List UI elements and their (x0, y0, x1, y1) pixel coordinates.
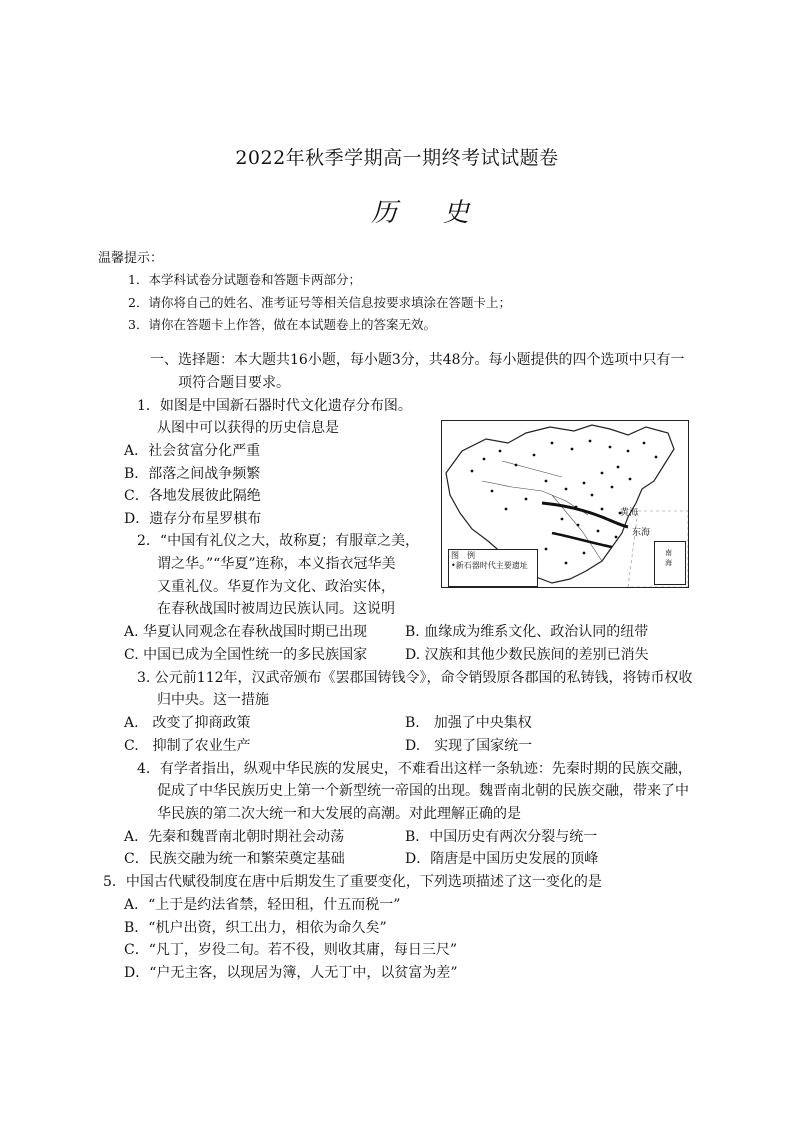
legend-item: •新石器时代主要遗址 (451, 561, 528, 570)
q3-option-d: D. 实现了国家统一 (405, 738, 533, 754)
q1-option-d: D．遗存分布星罗棋布 (124, 511, 262, 527)
q5-option-c: C．“凡丁，岁役二旬。若不役，则收其庸，每日三尺” (124, 942, 458, 958)
map-label-yellow-sea: 黄海 (620, 508, 639, 518)
map-label-east-sea: 东海 (632, 528, 651, 538)
q2-option-c: C. 中国已成为全国性统一的多民族国家 (124, 647, 368, 663)
q1-option-b: B．部落之间战争频繁 (124, 466, 261, 482)
q4-option-d: D．隋唐是中国历史发展的顶峰 (405, 851, 599, 867)
q3-stem-cont: 归中央。这一措施 (157, 692, 269, 708)
tips-heading: 温馨提示： (98, 251, 164, 266)
q5-stem: 5．中国古代赋役制度在唐中后期发生了重要变化，下列选项描述了这一变化的是 (103, 874, 602, 890)
legend-title: 图 例 (451, 551, 475, 560)
q5-option-a: A．“上于是约法省禁，轻田租，什五而税一” (124, 897, 401, 913)
q4-stem-cont: 促成了中华民族历史上第一个新型统一帝国的出现。魏晋南北朝的民族交融，带来了中 (157, 783, 689, 799)
q2-stem-cont: 在春秋战国时被周边民族认同。这说明 (157, 601, 395, 617)
q3-option-b: B. 加强了中央集权 (405, 715, 532, 731)
q4-option-b: B．中国历史有两次分裂与统一 (405, 829, 598, 845)
q2-option-b: B. 血缘成为维系文化、政治认同的纽带 (405, 624, 649, 640)
q3-option-a: A. 改变了抑商政策 (124, 715, 251, 731)
q2-option-a: A. 华夏认同观念在春秋战国时期已出现 (124, 624, 368, 640)
map-inset (654, 541, 686, 585)
q4-stem-cont: 华民族的第二次大统一和大发展的高潮。对此理解正确的是 (157, 806, 521, 822)
q4-stem: 4．有学者指出，纵观中华民族的发展史，不难看出这样一条轨迹：先秦时期的民族交融， (137, 761, 692, 777)
q5-option-d: D．“户无主客，以现居为簿，人无丁中，以贫富为差” (124, 965, 458, 981)
q3-option-c: C. 抑制了农业生产 (124, 738, 251, 754)
tip-item: 1．本学科试卷分试题卷和答题卡两部分； (128, 272, 361, 287)
q3-stem: 3. 公元前112年，汉武帝颁布《罢郡国铸钱令》，命令销毁原各郡国的私铸钱，将铸币权收 (137, 670, 693, 686)
q4-option-a: A．先秦和魏晋南北朝时期社会动荡 (124, 829, 345, 845)
q1-stem-cont: 从图中可以获得的历史信息是 (157, 420, 339, 436)
inset-label: 南海 (665, 549, 672, 567)
neolithic-map (441, 420, 689, 588)
section-heading: 一、选择题：本大题共16小题，每小题3分，共48分。每小题提供的四个选项中只有一 (150, 352, 685, 368)
q1-option-c: C．各地发展彼此隔绝 (124, 488, 261, 504)
q2-stem-cont: 又重礼仪。华夏作为文化、政治实体， (157, 579, 395, 595)
q5-option-b: B．“机户出资，织工出力，相依为命久矣” (124, 920, 387, 936)
q2-stem-cont: 谓之华。”“华夏”连称，本义指衣冠华美 (157, 556, 396, 572)
subject-title: 历史 (370, 198, 515, 228)
q2-stem: 2．“中国有礼仪之大，故称夏；有服章之美， (137, 533, 420, 549)
q1-stem: 1．如图是中国新石器时代文化遗存分布图。 (137, 398, 412, 414)
q1-option-a: A．社会贫富分化严重 (124, 443, 261, 459)
map-legend (448, 549, 538, 587)
q2-option-d: D. 汉族和其他少数民族间的差别已消失 (405, 647, 649, 663)
q4-option-c: C．民族交融为统一和繁荣奠定基础 (124, 851, 345, 867)
page-title: 2022年秋季学期高一期终考试试题卷 (235, 147, 559, 169)
tip-item: 2．请你将自己的姓名、准考证号等相关信息按要求填涂在答题卡上； (128, 295, 511, 310)
tip-item: 3．请你在答题卡上作答，做在本试题卷上的答案无效。 (128, 317, 436, 332)
section-heading-cont: 项符合题目要求。 (178, 375, 290, 391)
